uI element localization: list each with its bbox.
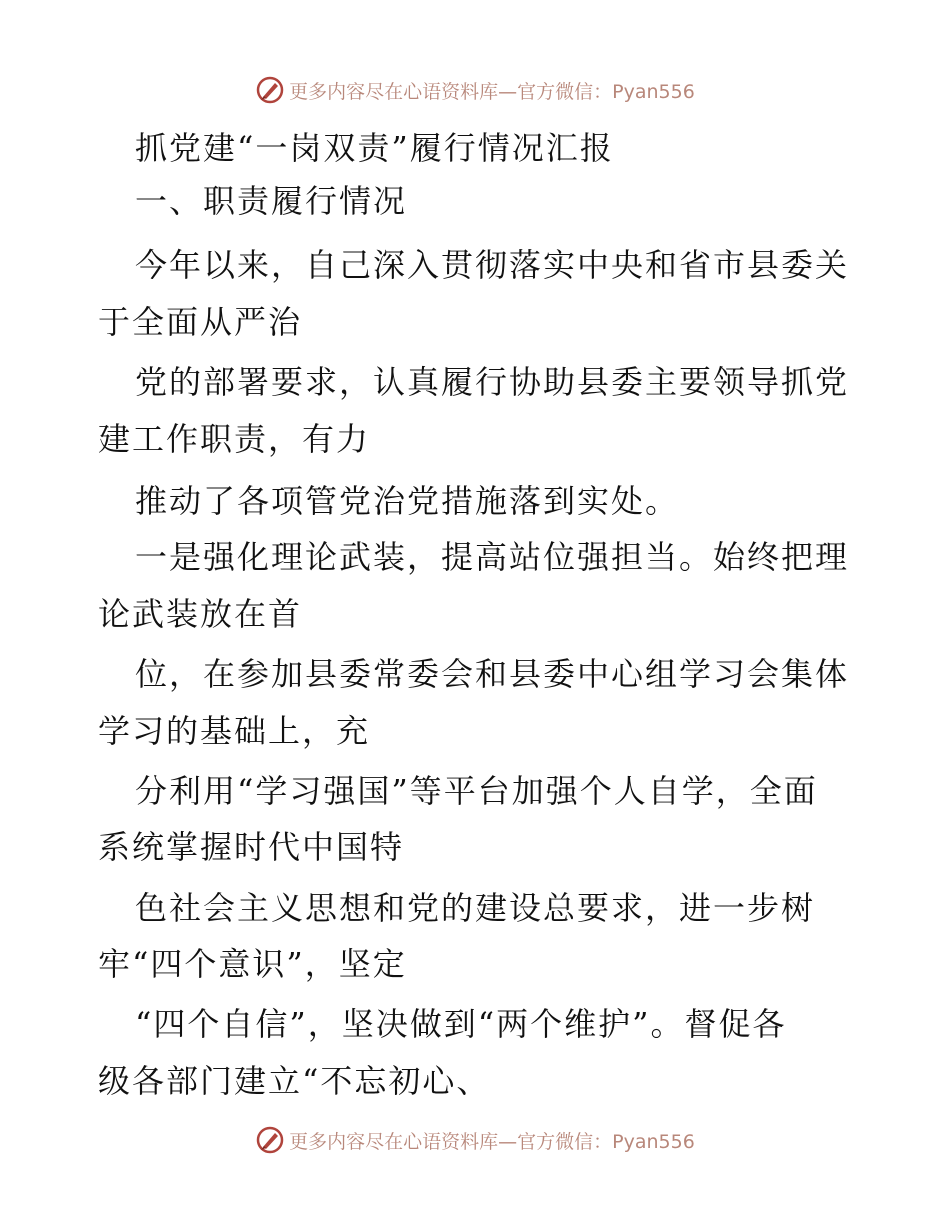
paragraph-line: 级各部门建立“不忘初心、 <box>98 1062 491 1100</box>
paragraph-line: 党的部署要求，认真履行协助县委主要领导抓党 <box>135 363 850 401</box>
footer-banner-wechat: —官方微信：Pyan556 <box>498 1130 695 1153</box>
header-banner <box>0 70 950 110</box>
document-title: 抓党建“一岗双责”履行情况汇报 <box>135 129 614 167</box>
paragraph-line: 分利用“学习强国”等平台加强个人自学，全面 <box>135 772 818 810</box>
paragraph-line: 色社会主义思想和党的建设总要求，进一步树 <box>135 889 816 927</box>
quill-pen-logo-icon <box>255 75 285 105</box>
header-banner-wechat: —官方微信：Pyan556 <box>498 80 695 103</box>
paragraph-line: 于全面从严治 <box>98 303 303 341</box>
footer-banner-text <box>289 1127 695 1154</box>
paragraph-line: 一是强化理论武装，提高站位强担当。始终把理 <box>135 538 850 576</box>
footer-banner <box>0 1120 950 1160</box>
header-banner-text <box>289 77 695 104</box>
quill-pen-logo-icon <box>255 1125 285 1155</box>
paragraph-line: 建工作职责，有力 <box>98 420 371 458</box>
paragraph-line: 系统掌握时代中国特 <box>98 828 405 866</box>
paragraph-line: 牢“四个意识”，坚定 <box>98 945 407 983</box>
paragraph-line: 位，在参加县委常委会和县委中心组学习会集体 <box>135 655 850 693</box>
paragraph-line: 推动了各项管党治党措施落到实处。 <box>135 482 680 520</box>
paragraph-line: 学习的基础上，充 <box>98 712 371 750</box>
section-heading: 一、职责履行情况 <box>135 182 408 220</box>
paragraph-line: “四个自信”，坚决做到“两个维护”。督促各 <box>135 1005 787 1043</box>
header-banner-main: 更多内容尽在心语资料库 <box>289 80 499 103</box>
paragraph-line: 论武装放在首 <box>98 595 303 633</box>
paragraph-line: 今年以来，自己深入贯彻落实中央和省市县委关 <box>135 246 850 284</box>
footer-banner-main: 更多内容尽在心语资料库 <box>289 1130 499 1153</box>
